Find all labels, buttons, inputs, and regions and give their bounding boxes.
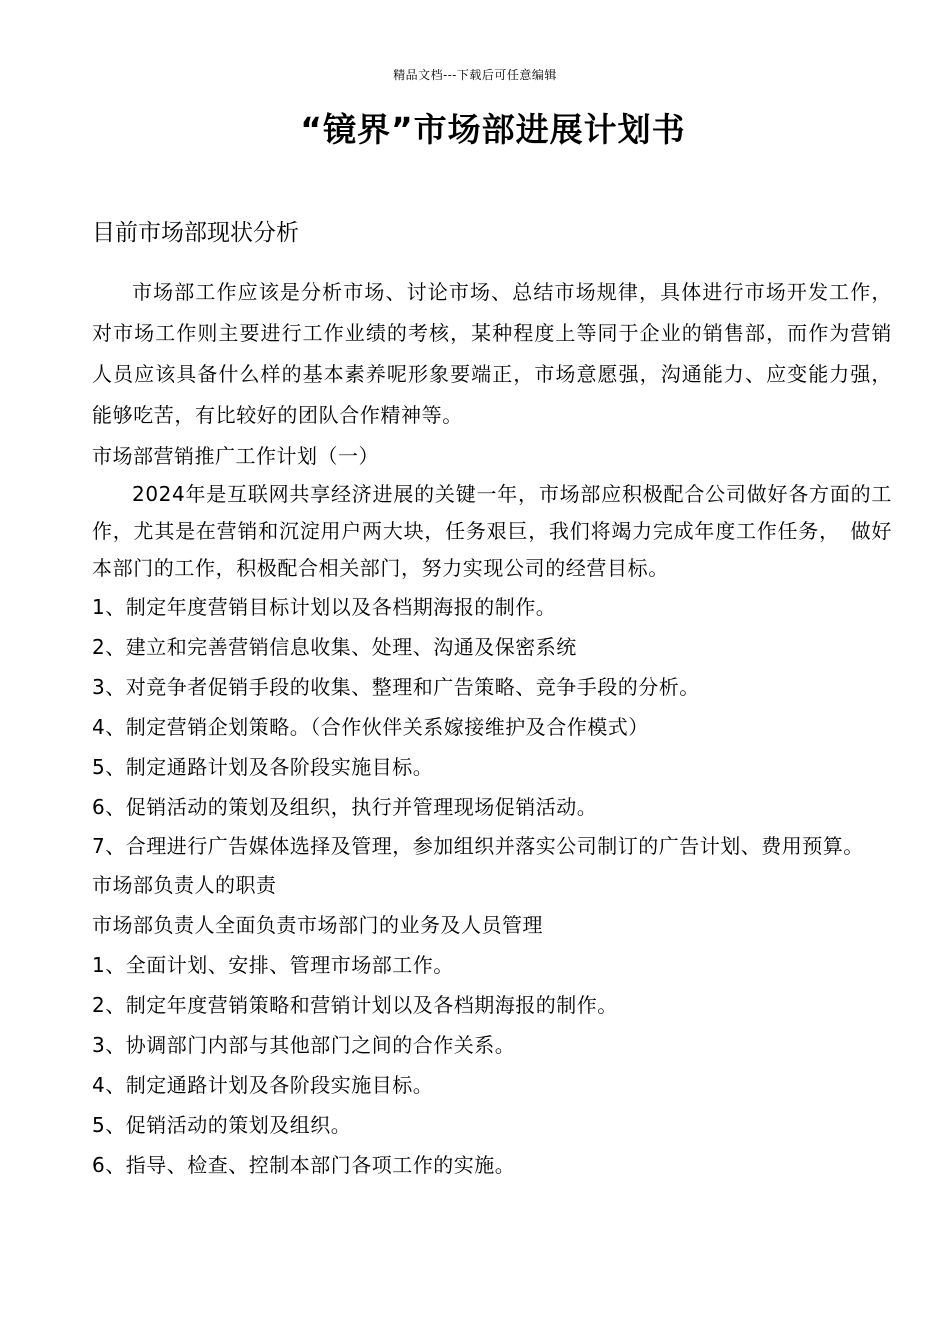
plan-item: 5、制定通路计划及各阶段实施目标。 [92,755,434,779]
duty-item: 1、全面计划、安排、管理市场部工作。 [92,953,454,977]
section-heading-manager-duties: 市场部负责人的职责 [92,873,277,897]
manager-duties-intro: 市场部负责人全面负责市场部门的业务及人员管理 [92,913,543,937]
status-analysis-paragraph: 市场部工作应该是分析市场、讨论市场、总结市场规律，具体进行市场开发工作，对市场工作则主要进行工作业绩的考核，某种程度上等同于企业的销售部，而作为营销人员应该具备什么样的基本素养呢形象要端正，市场意愿强，沟通能力、应变能力强，能够吃苦，有比较好的团队合作精神等。 [92,280,892,427]
header-note: 精品文档---下载后可任意编辑 [393,68,557,82]
duty-item: 4、制定通路计划及各阶段实施目标。 [92,1073,434,1097]
plan-item: 3、对竞争者促销手段的收集、整理和广告策略、竞争手段的分析。 [92,675,700,699]
duty-item: 3、协调部门内部与其他部门之间的合作关系。 [92,1033,516,1057]
section-heading-marketing-plan: 市场部营销推广工作计划（一） [92,444,379,468]
document-title: “镜界”市场部进展计划书 [300,110,686,149]
duty-item: 2、制定年度营销策略和营销计划以及各档期海报的制作。 [92,993,618,1017]
plan-item: 7、合理进行广告媒体选择及管理，参加组织并落实公司制订的广告计划、费用预算。 [92,834,864,858]
duty-item: 5、促销活动的策划及组织。 [92,1113,352,1137]
plan-item: 4、制定营销企划策略。（合作伙伴关系嫁接维护及合作模式） [92,715,649,739]
marketing-plan-paragraph: 2024年是互联网共享经济进展的关键一年，市场部应积极配合公司做好各方面的工作，尤其是在营销和沉淀用户两大块，任务艰巨，我们将竭力完成年度工作任务， 做好本部门的工作，积极配合相关部门，努力实现公司的经营目标。 [92,482,892,580]
plan-item: 1、制定年度营销目标计划以及各档期海报的制作。 [92,595,557,619]
section-heading-status-analysis: 目前市场部现状分析 [92,220,299,246]
duty-item: 6、指导、检查、控制本部门各项工作的实施。 [92,1153,516,1177]
document-body [92,214,892,1185]
plan-item: 2、建立和完善营销信息收集、处理、沟通及保密系统 [92,635,577,659]
plan-item: 6、促销活动的策划及组织，执行并管理现场促销活动。 [92,795,598,819]
